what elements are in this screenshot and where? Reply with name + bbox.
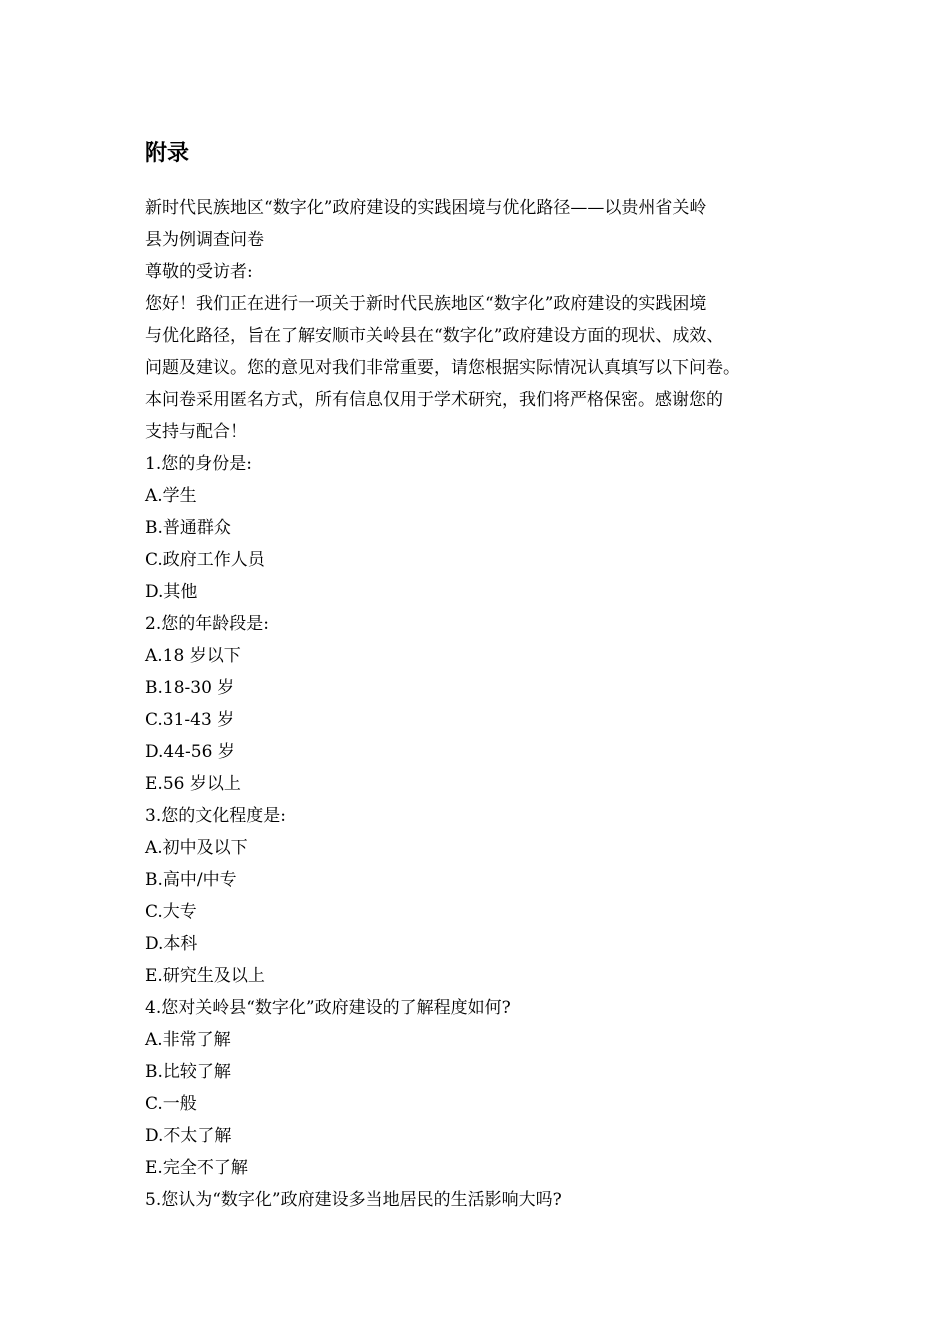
title-line: 县为例调查问卷 xyxy=(145,230,264,250)
option-item: E.完全不了解 xyxy=(145,1158,248,1178)
option-item: A.18 岁以下 xyxy=(145,646,241,666)
option-item: C.31-43 岁 xyxy=(145,710,235,730)
option-item: E.研究生及以上 xyxy=(145,966,265,986)
intro-line: 问题及建议。您的意见对我们非常重要，请您根据实际情况认真填写以下问卷。 xyxy=(145,358,740,378)
option-item: B.比较了解 xyxy=(145,1062,231,1082)
question-5 xyxy=(145,1184,815,1216)
option-item: D.其他 xyxy=(145,582,198,602)
question-text: 4.您对关岭县“数字化”政府建设的了解程度如何? xyxy=(145,998,511,1018)
intro-line: 本问卷采用匿名方式，所有信息仅用于学术研究，我们将严格保密。感谢您的 xyxy=(145,390,723,410)
intro-line: 您好！我们正在进行一项关于新时代民族地区“数字化”政府建设的实践困境 xyxy=(145,294,707,314)
questionnaire-body xyxy=(145,192,815,1216)
option-item: B.高中/中专 xyxy=(145,870,237,890)
option-item: B.18-30 岁 xyxy=(145,678,235,698)
option-item: A.初中及以下 xyxy=(145,838,248,858)
option-item: A.非常了解 xyxy=(145,1030,231,1050)
intro-line: 支持与配合！ xyxy=(145,422,247,442)
questionnaire-title xyxy=(145,192,815,256)
option-item: C.大专 xyxy=(145,902,197,922)
question-3 xyxy=(145,800,815,992)
option-item: D.本科 xyxy=(145,934,198,954)
title-line: 新时代民族地区“数字化”政府建设的实践困境与优化路径——以贵州省关岭 xyxy=(145,198,707,218)
intro-paragraph xyxy=(145,288,815,448)
option-item: A.学生 xyxy=(145,486,197,506)
option-item: B.普通群众 xyxy=(145,518,231,538)
salutation: 尊敬的受访者: xyxy=(145,262,253,282)
option-item: C.一般 xyxy=(145,1094,197,1114)
question-text: 1.您的身份是: xyxy=(145,454,252,474)
appendix-heading: 附录 xyxy=(145,141,190,166)
question-text: 2.您的年龄段是: xyxy=(145,614,269,634)
question-text: 3.您的文化程度是: xyxy=(145,806,286,826)
intro-line: 与优化路径，旨在了解安顺市关岭县在“数字化”政府建设方面的现状、成效、 xyxy=(145,326,724,346)
option-item: D.44-56 岁 xyxy=(145,742,235,762)
question-4 xyxy=(145,992,815,1184)
option-item: C.政府工作人员 xyxy=(145,550,265,570)
option-item: D.不太了解 xyxy=(145,1126,232,1146)
question-2 xyxy=(145,608,815,800)
question-text: 5.您认为“数字化”政府建设多当地居民的生活影响大吗? xyxy=(145,1190,562,1210)
question-1 xyxy=(145,448,815,608)
option-item: E.56 岁以上 xyxy=(145,774,241,794)
